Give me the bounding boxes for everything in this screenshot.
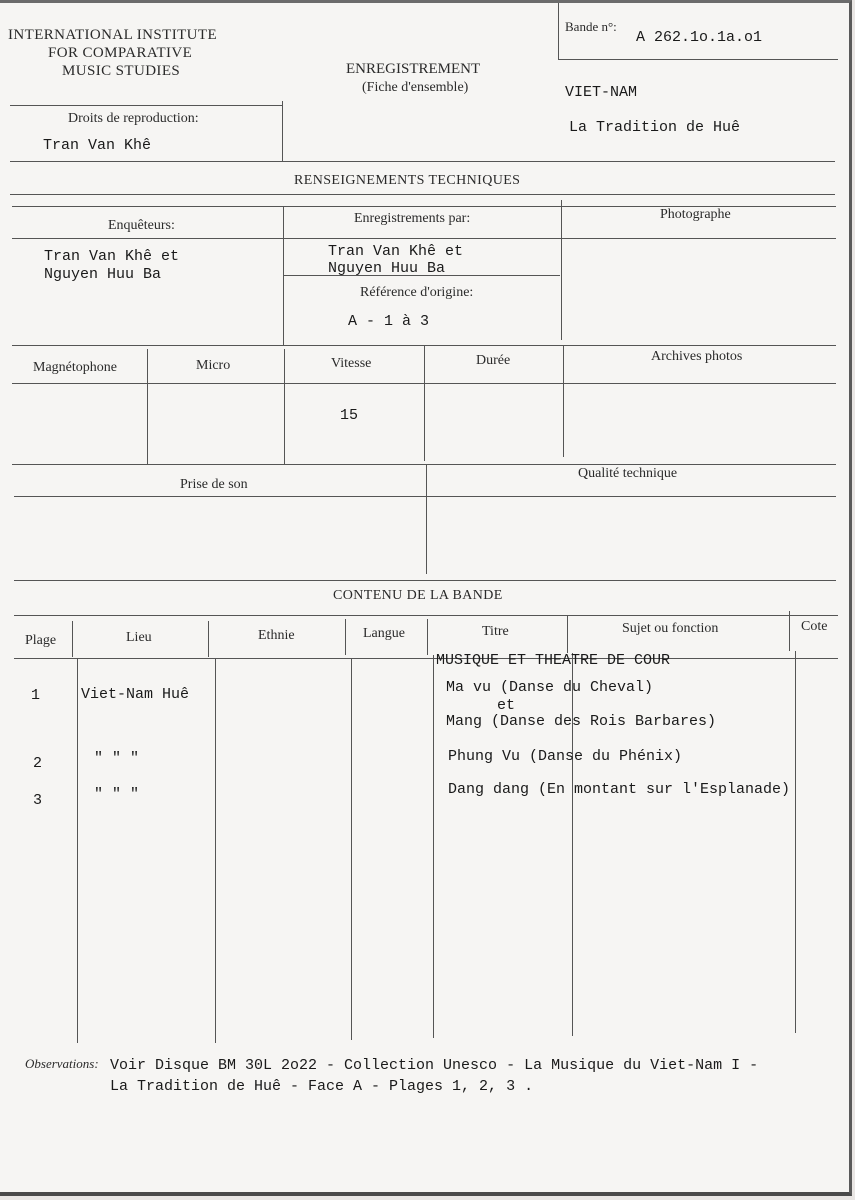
bande-box-left-border xyxy=(558,3,559,59)
divider xyxy=(427,619,428,655)
droits-label: Droits de reproduction: xyxy=(68,111,199,126)
column-header-plage: Plage xyxy=(25,633,57,648)
technical-section-title: RENSEIGNEMENTS TECHNIQUES xyxy=(294,173,521,188)
column-header-langue: Langue xyxy=(363,626,405,641)
observations-label: Observations: xyxy=(25,1056,99,1071)
bande-label: Bande n°: xyxy=(565,19,617,34)
contents-section-title: CONTENU DE LA BANDE xyxy=(333,588,503,603)
divider xyxy=(77,658,78,1043)
enregistrements-line1: Tran Van Khê et xyxy=(328,243,464,260)
group-heading: MUSIQUE ET THEATRE DE COUR xyxy=(436,652,671,669)
qualite-label: Qualité technique xyxy=(578,466,678,481)
magnetophone-label: Magnétophone xyxy=(33,360,117,375)
divider xyxy=(789,611,790,651)
row-2-titre: Phung Vu (Danse du Phénix) xyxy=(448,748,683,765)
archives-label: Archives photos xyxy=(651,349,743,364)
form-title: ENREGISTREMENT xyxy=(346,61,481,77)
photographe-label: Photographe xyxy=(660,207,731,222)
institute-name-line1: INTERNATIONAL INSTITUTE xyxy=(8,27,218,43)
divider xyxy=(426,464,427,574)
divider xyxy=(795,651,796,1033)
column-header-ethnie: Ethnie xyxy=(258,628,295,643)
divider xyxy=(10,194,835,195)
divider xyxy=(14,658,838,659)
institute-name-line2: FOR COMPARATIVE xyxy=(48,45,193,61)
row-1-plage: 1 xyxy=(31,687,41,704)
column-header-titre: Titre xyxy=(482,624,509,639)
column-header-sujet: Sujet ou fonction xyxy=(622,621,719,636)
enqueteurs-line1: Tran Van Khê et xyxy=(44,248,180,265)
country: VIET-NAM xyxy=(565,84,638,101)
divider xyxy=(563,345,564,457)
vitesse-value: 15 xyxy=(340,407,359,424)
enregistrements-label: Enregistrements par: xyxy=(354,211,471,226)
column-header-cote: Cote xyxy=(801,619,828,634)
divider xyxy=(572,653,573,1036)
divider xyxy=(14,496,836,497)
divider xyxy=(147,349,148,464)
divider xyxy=(284,275,560,276)
divider xyxy=(283,206,284,346)
divider xyxy=(284,349,285,464)
divider xyxy=(433,655,434,1038)
observations-line1: Voir Disque BM 30L 2o22 - Collection Unesco - La Musique du Viet-Nam I - xyxy=(110,1057,759,1074)
divider xyxy=(10,105,282,106)
enqueteurs-line2: Nguyen Huu Ba xyxy=(44,266,162,283)
column-header-lieu: Lieu xyxy=(126,630,152,645)
vitesse-label: Vitesse xyxy=(331,356,372,371)
row-1-lieu: Viet-Nam Huê xyxy=(81,686,190,703)
row-3-lieu: " " " xyxy=(94,786,140,803)
divider xyxy=(345,619,346,655)
duree-label: Durée xyxy=(476,353,511,368)
reference-value: A - 1 à 3 xyxy=(348,313,430,330)
divider xyxy=(12,464,836,465)
divider xyxy=(12,238,836,239)
row-1-titre-line1: Ma vu (Danse du Cheval) xyxy=(446,679,654,696)
droits-value: Tran Van Khê xyxy=(43,137,152,154)
divider xyxy=(561,200,562,340)
row-2-plage: 2 xyxy=(33,755,43,772)
row-3-plage: 3 xyxy=(33,792,43,809)
enregistrements-line2: Nguyen Huu Ba xyxy=(328,260,446,277)
form-subtitle: (Fiche d'ensemble) xyxy=(362,80,469,95)
divider xyxy=(14,580,836,581)
bande-number: A 262.1o.1a.o1 xyxy=(636,29,763,46)
divider xyxy=(567,615,568,653)
divider xyxy=(14,615,838,616)
row-2-lieu: " " " xyxy=(94,750,140,767)
institute-name-line3: MUSIC STUDIES xyxy=(62,63,181,79)
divider xyxy=(424,346,425,461)
divider xyxy=(215,658,216,1043)
divider xyxy=(12,383,836,384)
row-1-titre-line2: Mang (Danse des Rois Barbares) xyxy=(446,713,717,730)
row-3-titre: Dang dang (En montant sur l'Esplanade) xyxy=(448,781,791,798)
enqueteurs-label: Enquêteurs: xyxy=(108,218,175,233)
row-1-titre-et: et xyxy=(497,697,516,714)
series-title: La Tradition de Huê xyxy=(569,119,741,136)
observations-line2: La Tradition de Huê - Face A - Plages 1, 2, 3 . xyxy=(110,1078,534,1095)
reference-label: Référence d'origine: xyxy=(360,285,474,300)
divider xyxy=(10,161,835,162)
bande-box-bottom-border xyxy=(558,59,838,60)
divider xyxy=(282,101,283,161)
divider xyxy=(72,621,73,657)
divider xyxy=(351,658,352,1040)
micro-label: Micro xyxy=(196,358,231,373)
prise-de-son-label: Prise de son xyxy=(180,477,248,492)
divider xyxy=(208,621,209,657)
